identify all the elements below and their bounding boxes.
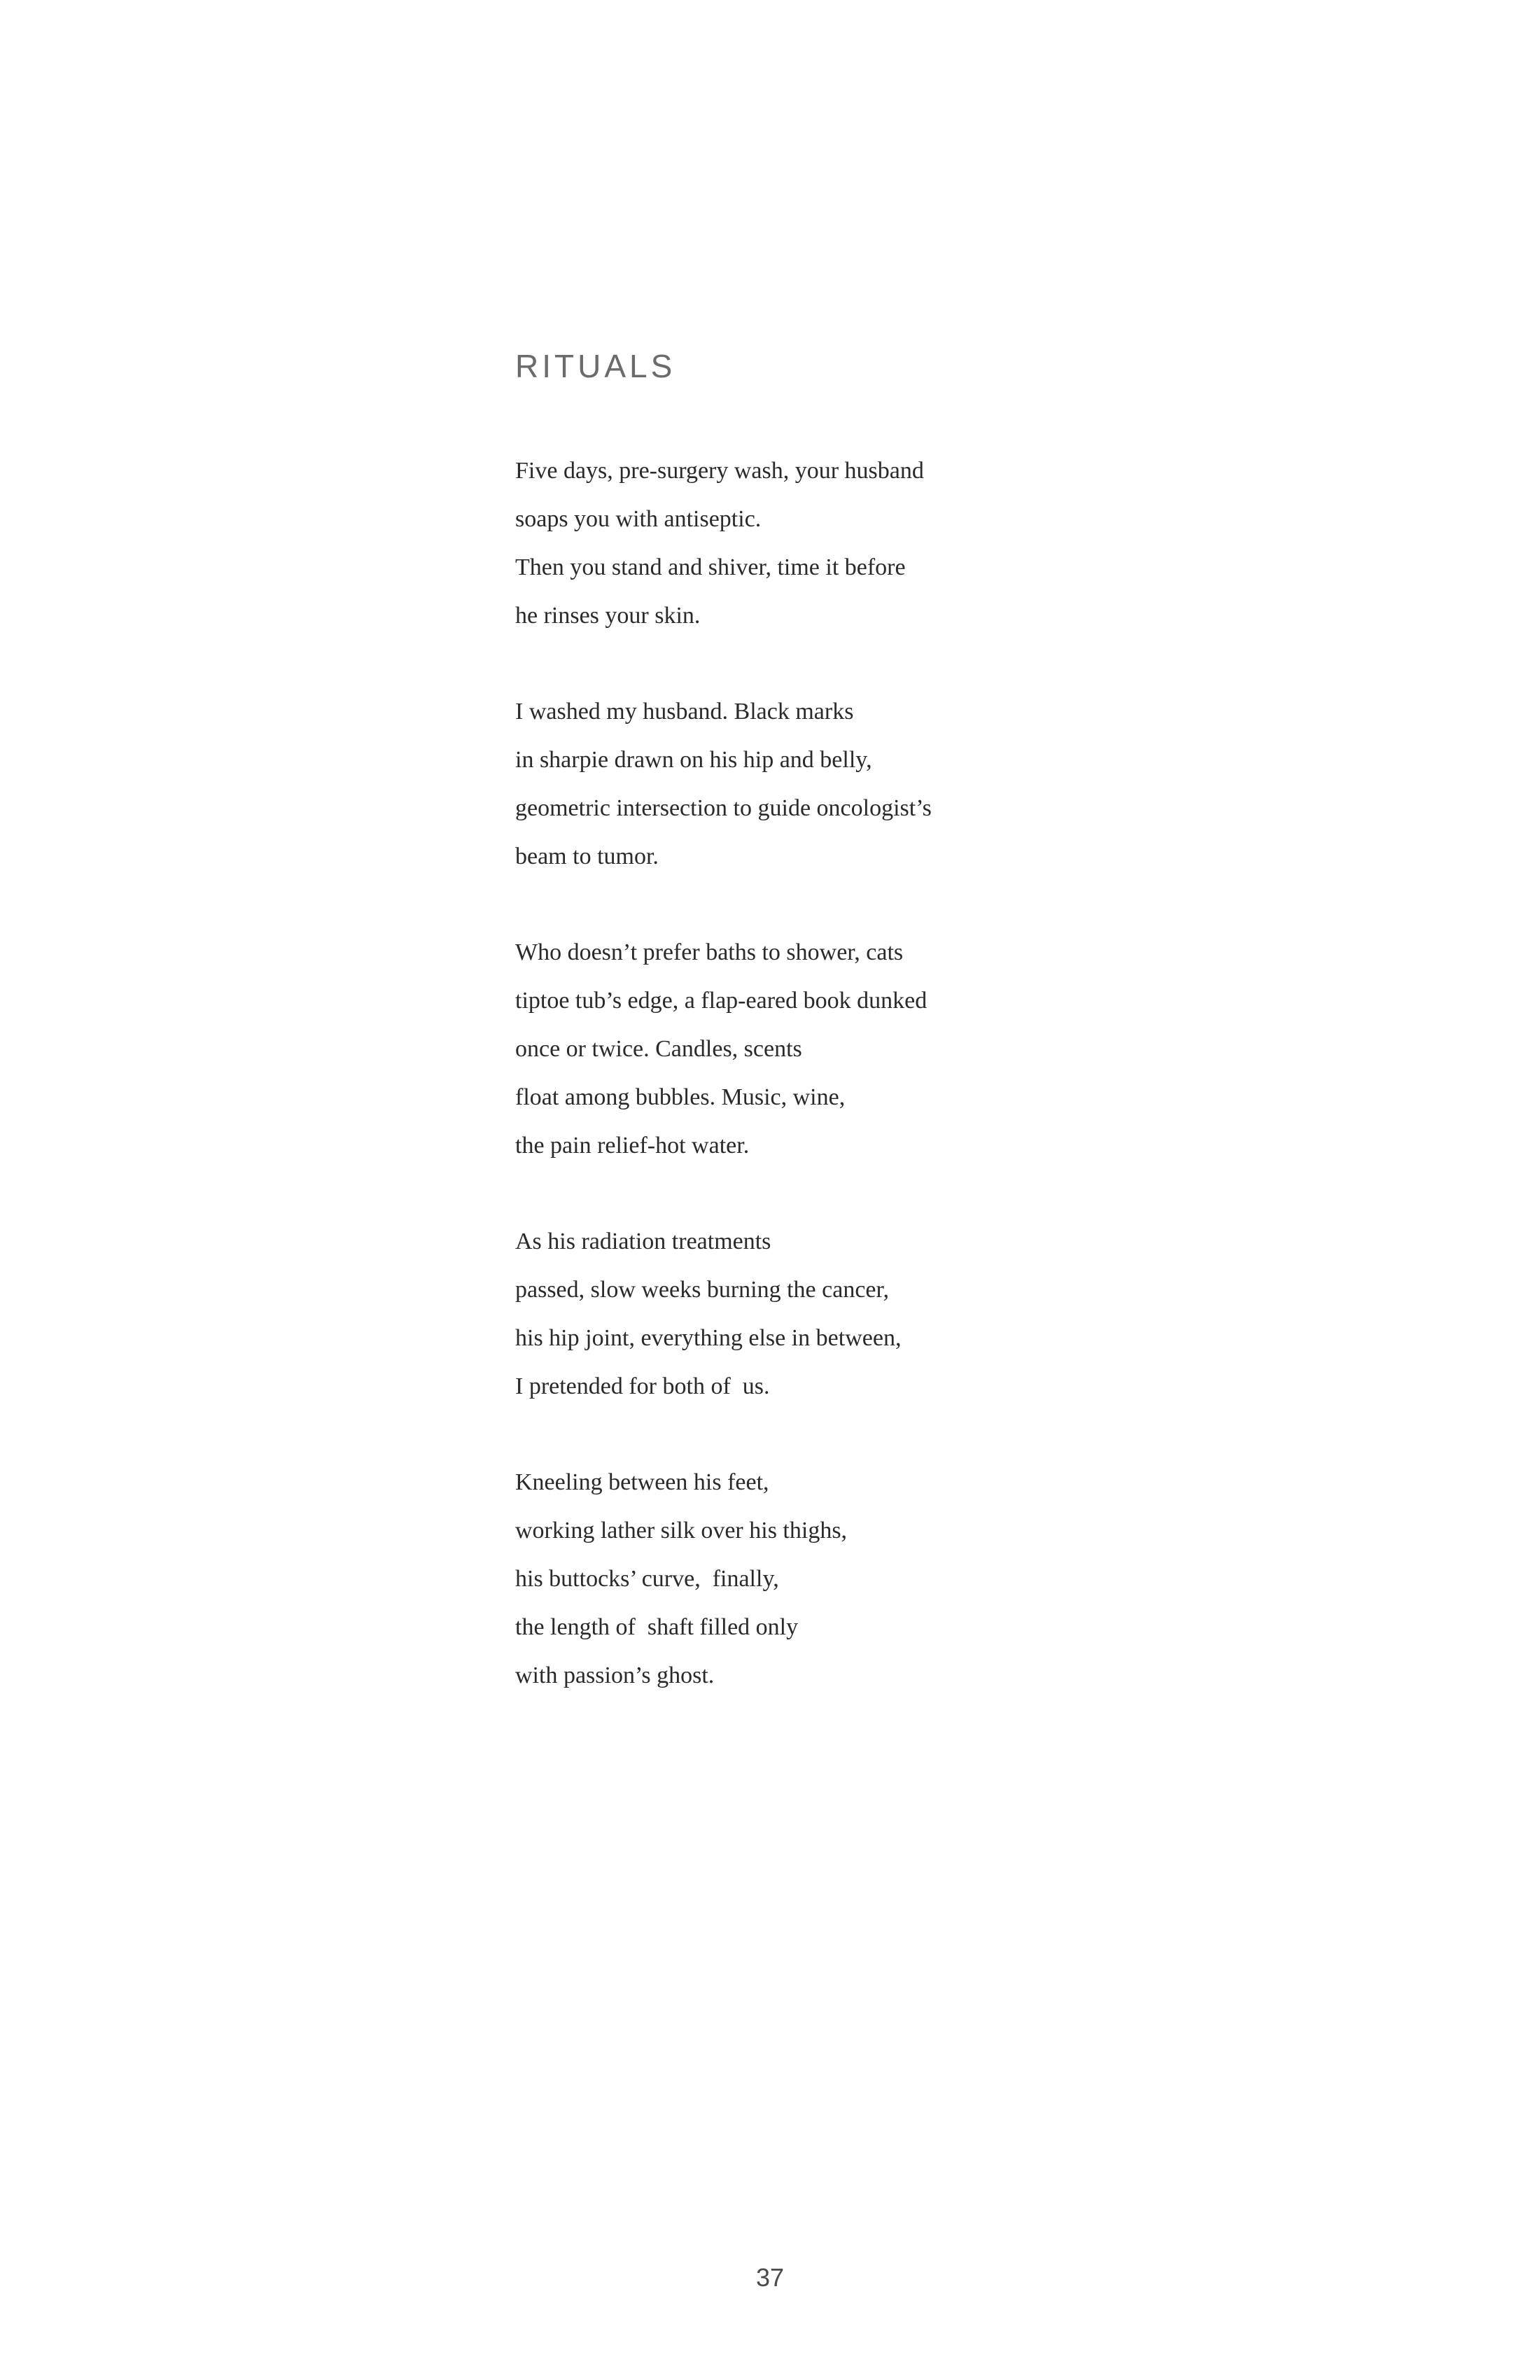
poem-line: Kneeling between his feet, [515,1469,769,1495]
poem-line: Five days, pre-surgery wash, your husband [515,458,924,484]
poem-line: Then you stand and shiver, time it before [515,554,906,580]
poem-line: working lather silk over his thighs, [515,1518,848,1544]
poem-line: the length of shaft filled only [515,1614,799,1640]
page-number: 37 [755,2263,785,2292]
stanza-5 [515,1458,1285,1700]
poem-line: he rinses your skin. [515,603,701,629]
stanza-1 [515,447,1285,640]
poem-line: I washed my husband. Black marks [515,699,854,724]
poem-line: soaps you with antiseptic. [515,506,762,532]
poem-line: Who doesn’t prefer baths to shower, cats [515,939,904,965]
poem-line: in sharpie drawn on his hip and belly, [515,747,872,773]
poem-line: passed, slow weeks burning the cancer, [515,1277,889,1303]
stanza-3 [515,928,1285,1170]
stanza-2 [515,687,1285,881]
poem-line: I pretended for both of us. [515,1373,770,1399]
poem-line: tiptoe tub’s edge, a flap-eared book dunked [515,988,927,1014]
poem-line: geometric intersection to guide oncologist’s [515,795,932,821]
poem-line: with passion’s ghost. [515,1662,715,1688]
poem-line: float among bubbles. Music, wine, [515,1084,846,1110]
poem-line: As his radiation treatments [515,1228,771,1254]
stanza-4 [515,1217,1285,1410]
poem-line: his buttocks’ curve, finally, [515,1566,779,1592]
poem-line: once or twice. Candles, scents [515,1036,802,1062]
poem-line: the pain relief-hot water. [515,1133,750,1158]
poem-line: beam to tumor. [515,844,659,869]
poem-line: his hip joint, everything else in between, [515,1325,902,1351]
poem-body [515,447,1285,1747]
poem-title: RITUALS [515,348,676,384]
